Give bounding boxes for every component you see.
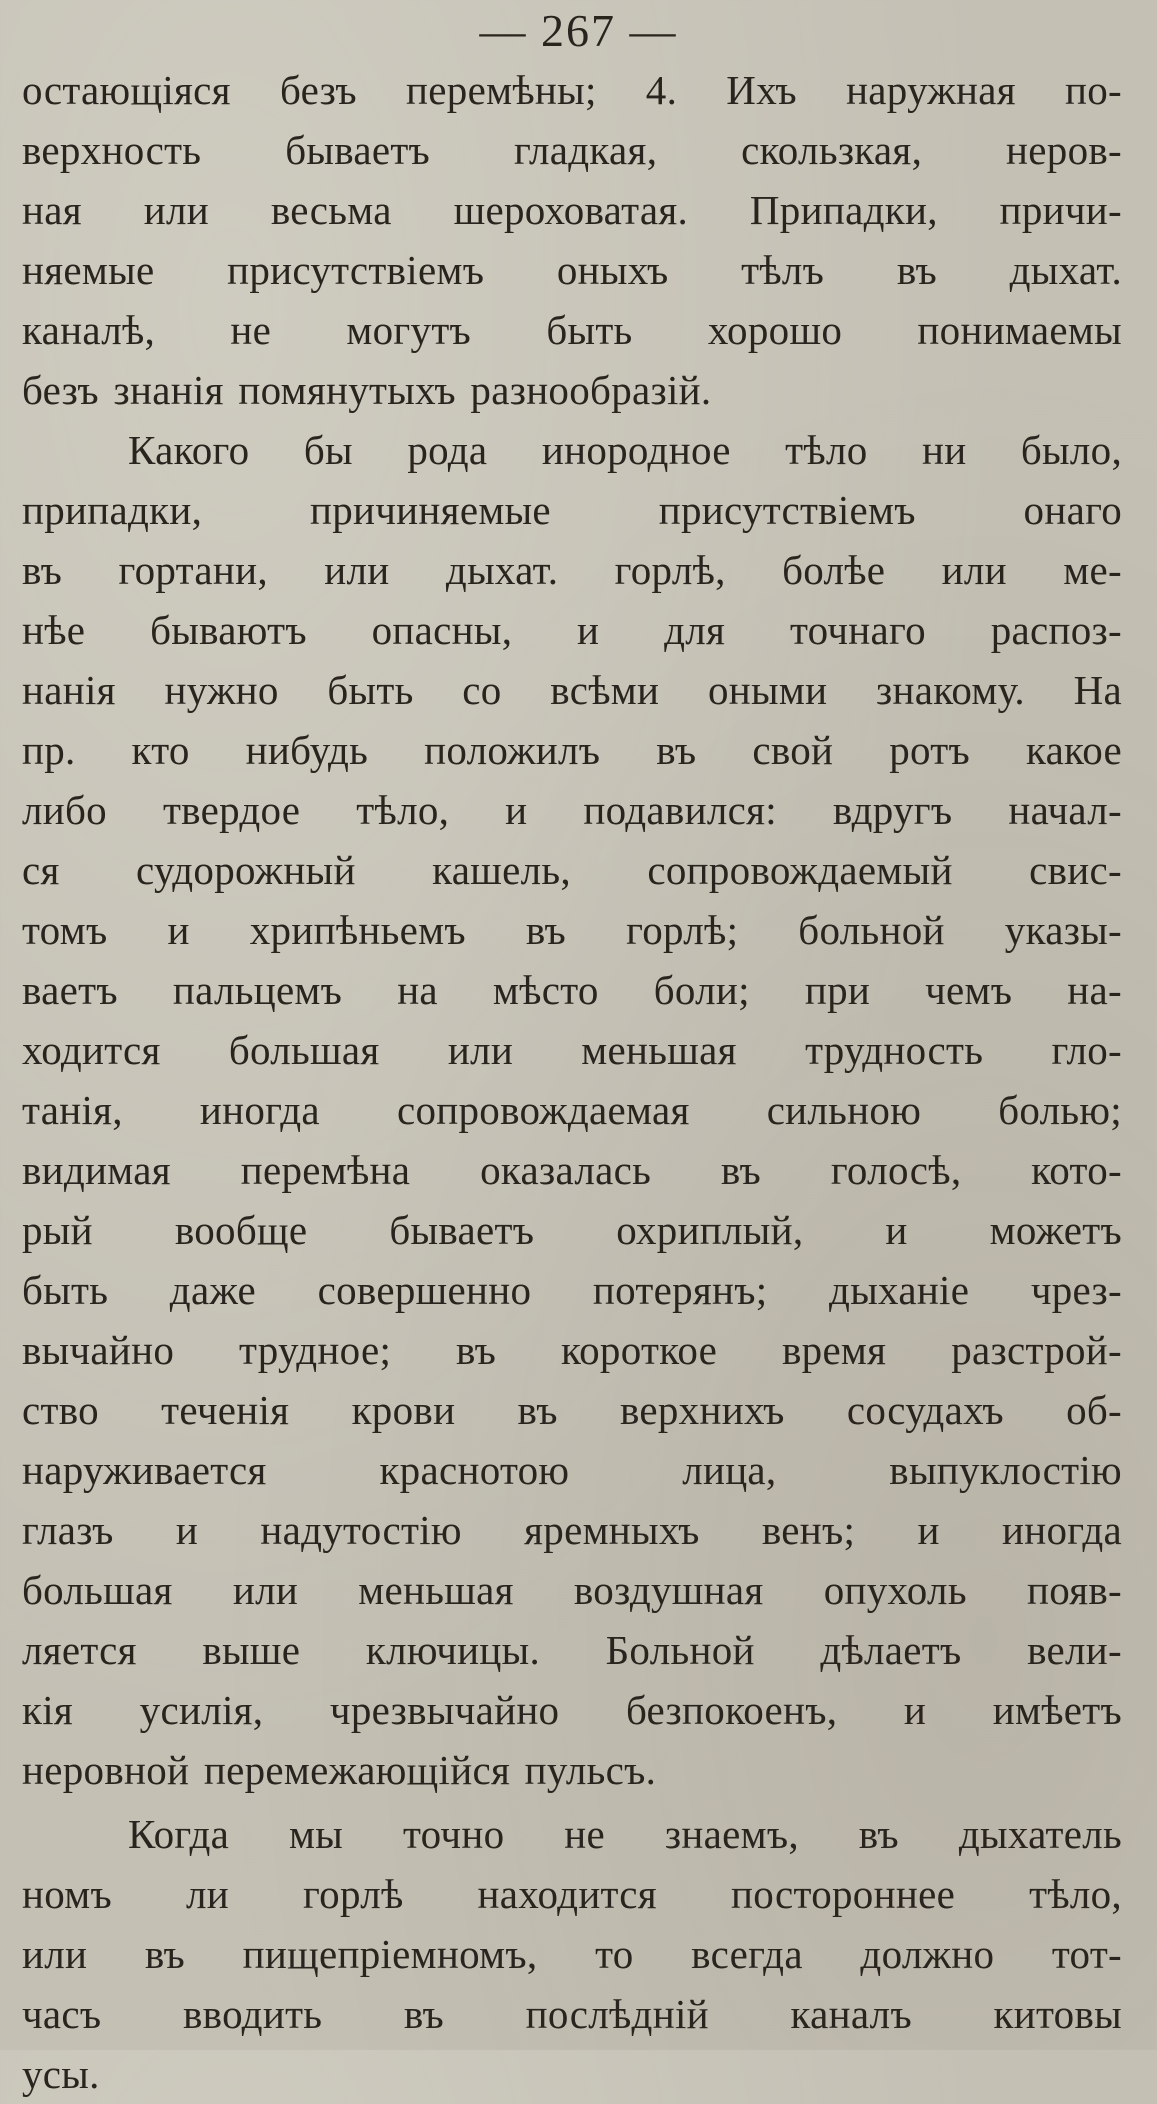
text-line: номъ ли горлѣ находится постороннее тѣло, bbox=[22, 1871, 1122, 1917]
text-line: ходится большая или меньшая трудность гло- bbox=[22, 1027, 1122, 1073]
text-line: пр. кто нибудь положилъ въ свой ротъ какое bbox=[22, 727, 1122, 773]
text-line: нанія нужно быть со всѣми оными знакому. На bbox=[22, 667, 1122, 713]
text-line: вычайно трудное; въ короткое время разстрой- bbox=[22, 1327, 1122, 1373]
text-line: рый вообще бываетъ охриплый, и можетъ bbox=[22, 1207, 1122, 1253]
text-line: безъ знанія помянутыхъ разнообразій. bbox=[22, 367, 712, 413]
text-line: видимая перемѣна оказалась въ голосѣ, кото- bbox=[22, 1147, 1122, 1193]
text-line: неровной перемежающійся пульсъ. bbox=[22, 1747, 657, 1793]
text-line: остающіяся безъ перемѣны; 4. Ихъ наружная по- bbox=[22, 67, 1122, 113]
paragraph-1 bbox=[22, 60, 1122, 420]
text-line: ся судорожный кашель, сопровождаемый свис- bbox=[22, 847, 1122, 893]
text-line: ная или весьма шероховатая. Припадки, причи- bbox=[22, 187, 1122, 233]
text-line: припадки, причиняемые присутствіемъ онаго bbox=[22, 487, 1122, 533]
page-number: — 267 — bbox=[479, 5, 678, 56]
text-line: ляется выше ключицы. Больной дѣлаетъ вели- bbox=[22, 1627, 1122, 1673]
text-line: въ гортани, или дыхат. горлѣ, болѣе или ме- bbox=[22, 547, 1122, 593]
text-line: либо твердое тѣло, и подавился: вдругъ начал- bbox=[22, 787, 1122, 833]
text-line: танія, иногда сопровождаемая сильною болью; bbox=[22, 1087, 1122, 1133]
text-line: нѣе бываютъ опасны, и для точнаго распоз- bbox=[22, 607, 1122, 653]
paragraph-2 bbox=[22, 420, 1122, 1800]
text-line: ство теченія крови въ верхнихъ сосудахъ об- bbox=[22, 1387, 1122, 1433]
text-line: Когда мы точно не знаемъ, въ дыхатель bbox=[128, 1811, 1122, 1857]
text-line: большая или меньшая воздушная опухоль появ- bbox=[22, 1567, 1122, 1613]
text-line: или въ пищепріемномъ, то всегда должно тот- bbox=[22, 1931, 1122, 1977]
text-line: часъ вводить въ послѣдній каналъ китовы bbox=[22, 1991, 1122, 2037]
text-line: наруживается краснотою лица, выпуклостію bbox=[22, 1447, 1122, 1493]
text-line: верхность бываетъ гладкая, скользкая, неров- bbox=[22, 127, 1122, 173]
text-line: каналѣ, не могутъ быть хорошо понимаемы bbox=[22, 307, 1122, 353]
text-line: томъ и хрипѣньемъ въ горлѣ; больной указы- bbox=[22, 907, 1122, 953]
text-line: Какого бы рода инородное тѣло ни было, bbox=[128, 427, 1122, 473]
text-line: усы. bbox=[22, 2051, 100, 2097]
paragraph-3 bbox=[22, 1804, 1122, 2104]
text-line: глазъ и надутостію яремныхъ венъ; и иногда bbox=[22, 1507, 1122, 1553]
text-line: няемые присутствіемъ оныхъ тѣлъ въ дыхат. bbox=[22, 247, 1122, 293]
text-line: быть даже совершенно потерянъ; дыханіе чрез- bbox=[22, 1267, 1122, 1313]
body-text bbox=[22, 60, 1122, 2104]
text-line: ваетъ пальцемъ на мѣсто боли; при чемъ на- bbox=[22, 967, 1122, 1013]
text-line: кія усилія, чрезвычайно безпокоенъ, и имѣетъ bbox=[22, 1687, 1122, 1733]
